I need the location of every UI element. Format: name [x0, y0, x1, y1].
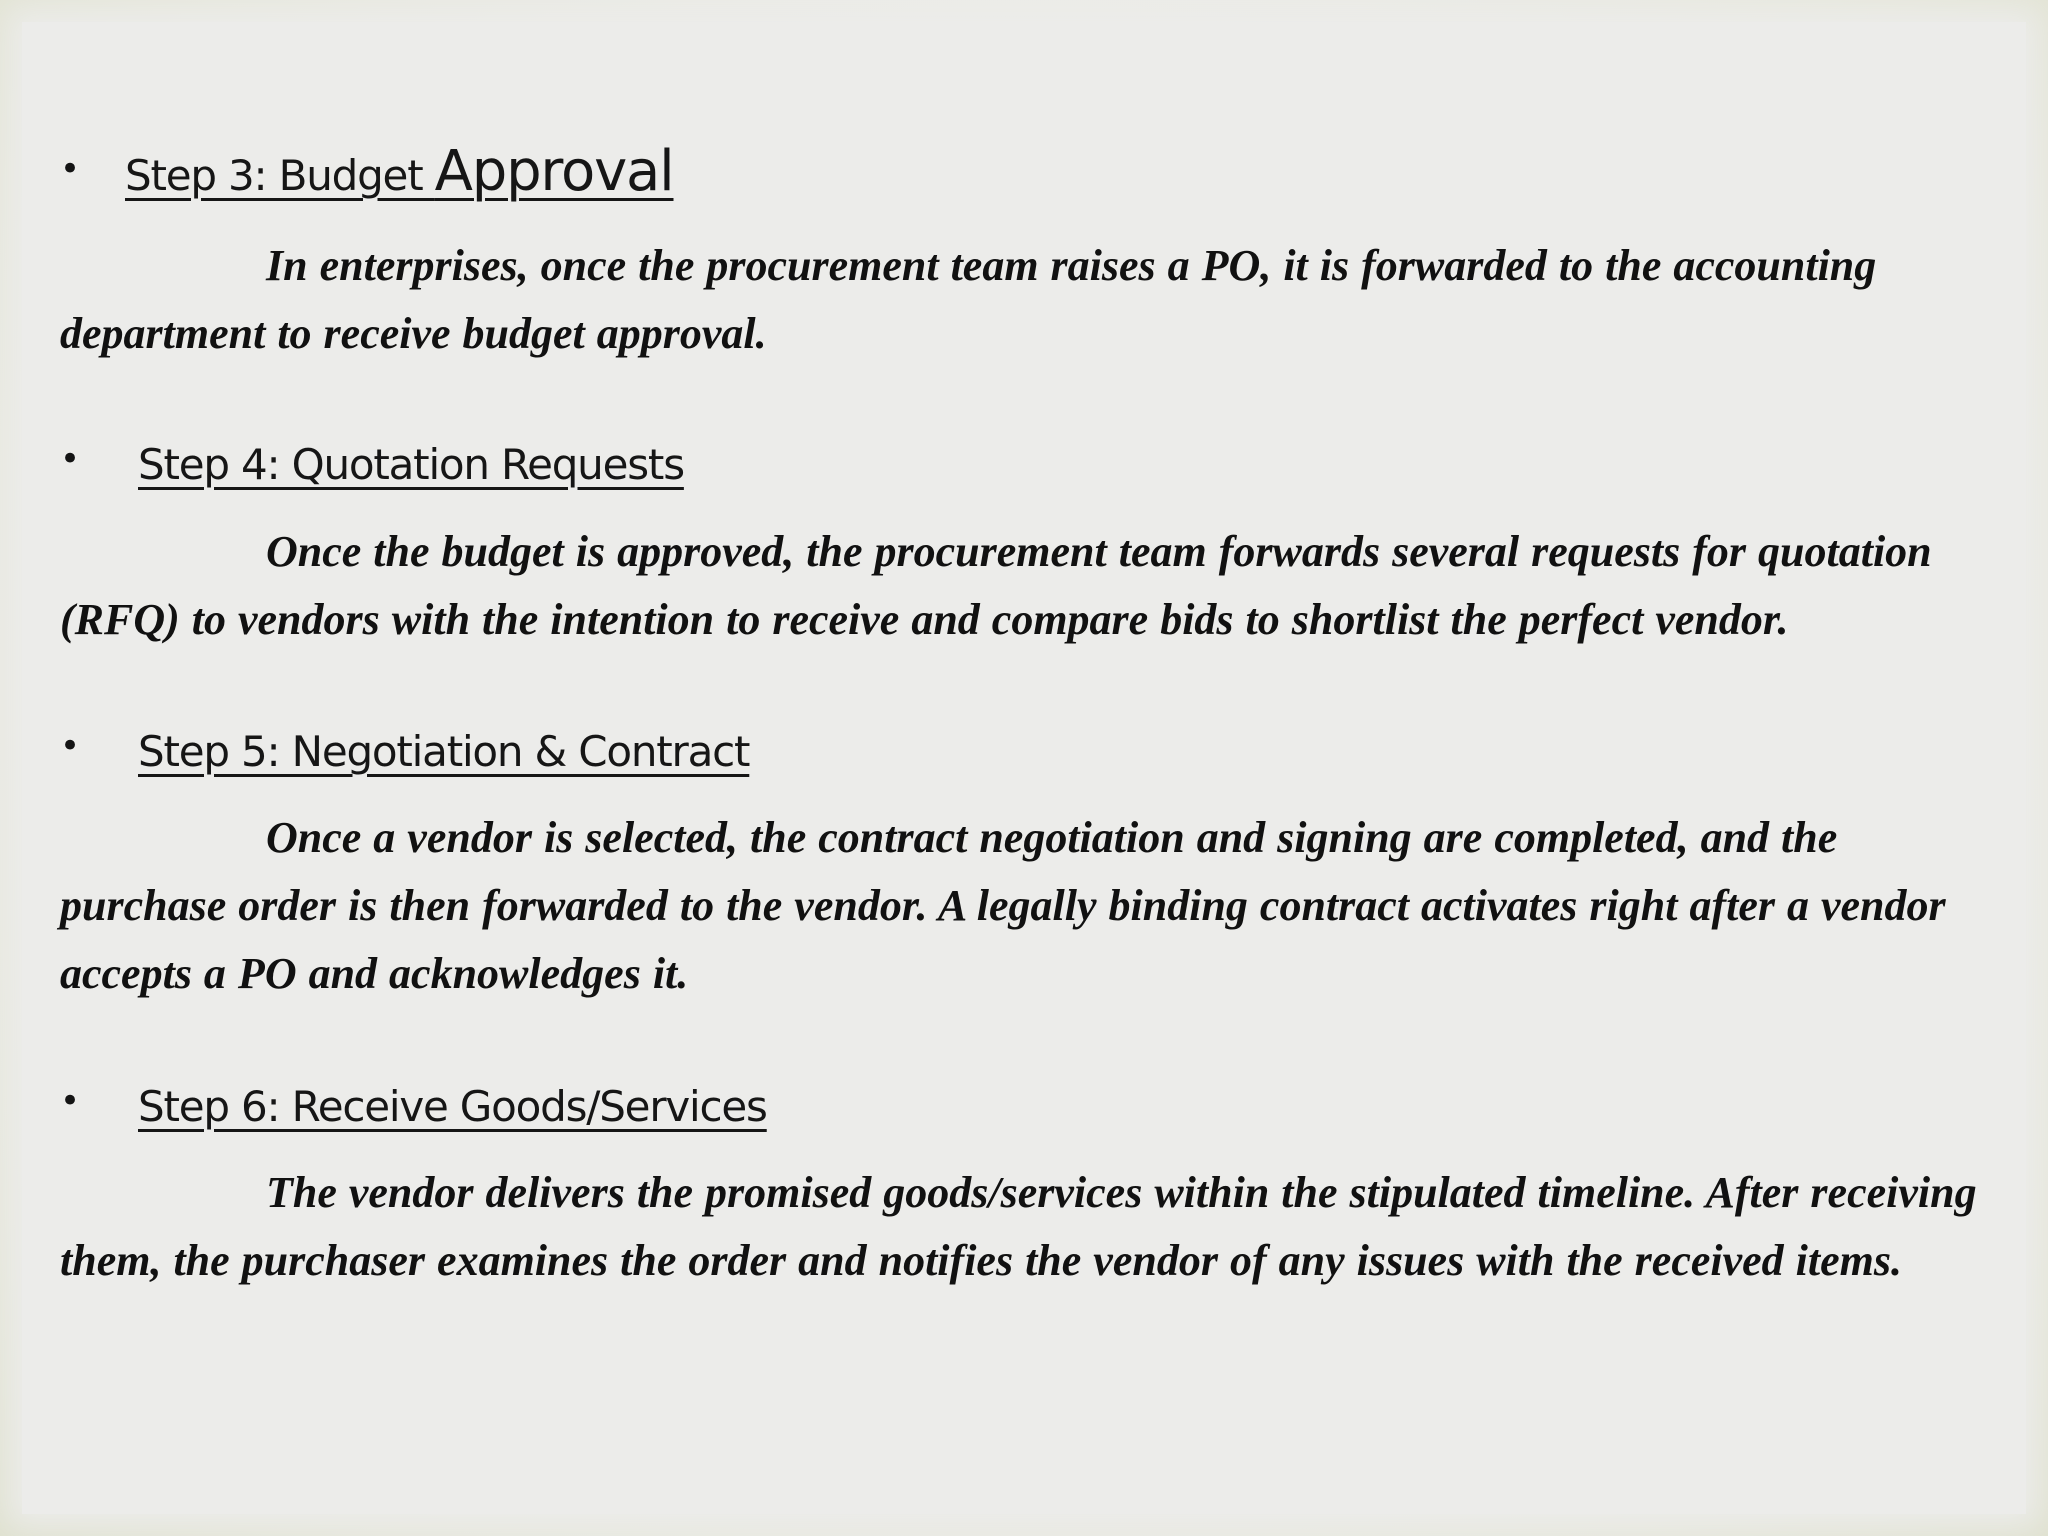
step-3-heading-suffix: Approval — [434, 139, 674, 204]
step-5-body: Once a vendor is selected, the contract negotiation and signing are completed, and the purchase order is then forwarded to the vendor. A legally binding contract activates right after a vendor accepts a PO and acknowledges it. — [60, 813, 1946, 998]
step-3-body: In enterprises, once the procurement team raises a PO, it is forwarded to the accounting department to receive budget approval. — [60, 241, 1877, 358]
step-4-heading: Step 4: Quotation Requests — [138, 440, 684, 489]
bullet-marker: • — [60, 149, 81, 189]
step-5-heading: Step 5: Negotiation & Contract — [138, 727, 750, 776]
bullet-marker: • — [60, 726, 81, 766]
bullet-marker: • — [60, 439, 81, 479]
step-3-heading — [125, 138, 674, 205]
step-6-heading: Step 6: Receive Goods/Services — [138, 1082, 767, 1131]
step-4-body: Once the budget is approved, the procurement team forwards several requests for quotation (RFQ) to vendors with the intention to receive and compare bids to shortlist the perfect vendor. — [60, 527, 1932, 644]
step-6-body: The vendor delivers the promised goods/services within the stipulated timeline. After receiving them, the purchaser examines the order and notifies the vendor of any issues with the received items. — [60, 1168, 1977, 1285]
bullet-marker: • — [60, 1081, 81, 1121]
step-3-heading-prefix: Step 3: Budget — [125, 151, 435, 200]
